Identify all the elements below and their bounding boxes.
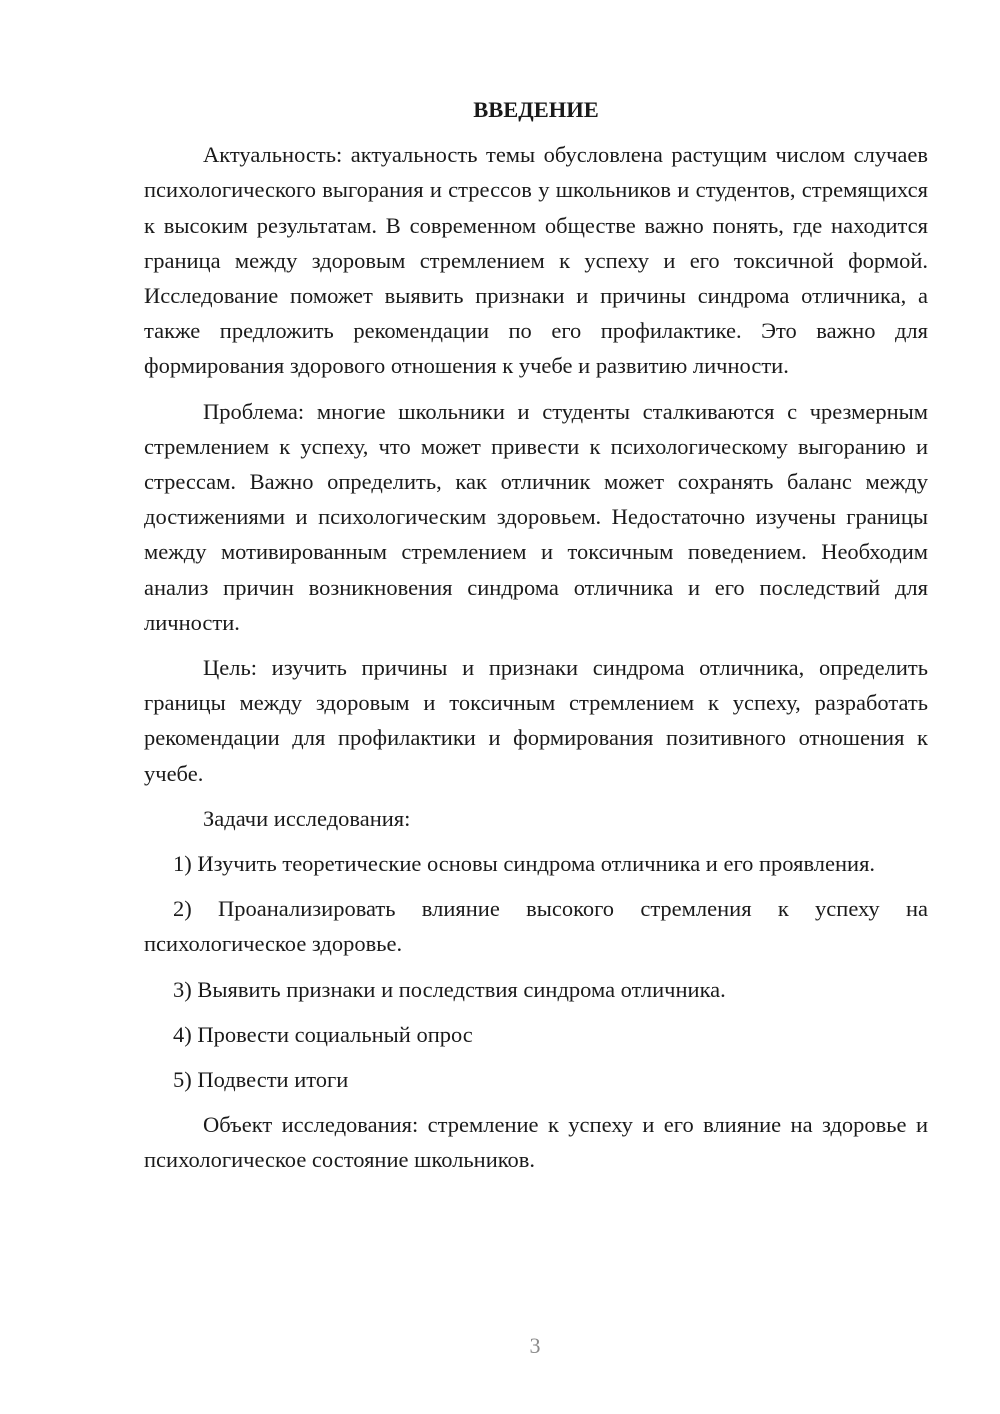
paragraph-goal: Цель: изучить причины и признаки синдрома отличника, определить границы между здоровым и токсичным стремлением к успеху, разработать рекомендации для профилактики и формирования позитивного отношения к учебе. — [144, 655, 928, 786]
section-title: ВВЕДЕНИЕ — [473, 97, 599, 122]
page-content — [144, 92, 928, 1188]
task-item-1: 1) Изучить теоретические основы синдрома отличника и его проявления. — [173, 851, 876, 877]
tasks-heading: Задачи исследования: — [203, 805, 411, 831]
paragraph-relevance: Актуальность: актуальность темы обусловлена растущим числом случаев психологического выгорания и стрессов у школьников и студентов, стремящихся к высоким результатам. В современном обществе важно понять, где находится граница между здоровым стремлением к успеху и его токсичной формой. Исследование поможет выявить признаки и причины синдрома отличника, а также предложить рекомендации по его профилактике. Это важно для формирования здорового отношения к учебе и развитию личности. — [144, 142, 928, 379]
task-item-4: 4) Провести социальный опрос — [173, 1021, 473, 1047]
paragraph-problem: Проблема: многие школьники и студенты сталкиваются с чрезмерным стремлением к успеху, что может привести к психологическому выгоранию и стрессам. Важно определить, как отличник может сохранять баланс между достижениями и психологическим здоровьем. Недостаточно изучены границы между мотивированным стремлением и токсичным поведением. Необходим анализ причин возникновения синдрома отличника и его последствий для личности. — [144, 398, 928, 635]
paragraph-object: Объект исследования: стремление к успеху и его влияние на здоровье и психологическое состояние школьников. — [144, 1112, 928, 1173]
task-item-3: 3) Выявить признаки и последствия синдрома отличника. — [173, 976, 726, 1002]
task-item-2: 2) Проанализировать влияние высокого стремления к успеху на психологическое здоровье. — [144, 896, 928, 957]
task-item-5: 5) Подвести итоги — [173, 1067, 349, 1093]
page-number: 3 — [529, 1333, 541, 1358]
